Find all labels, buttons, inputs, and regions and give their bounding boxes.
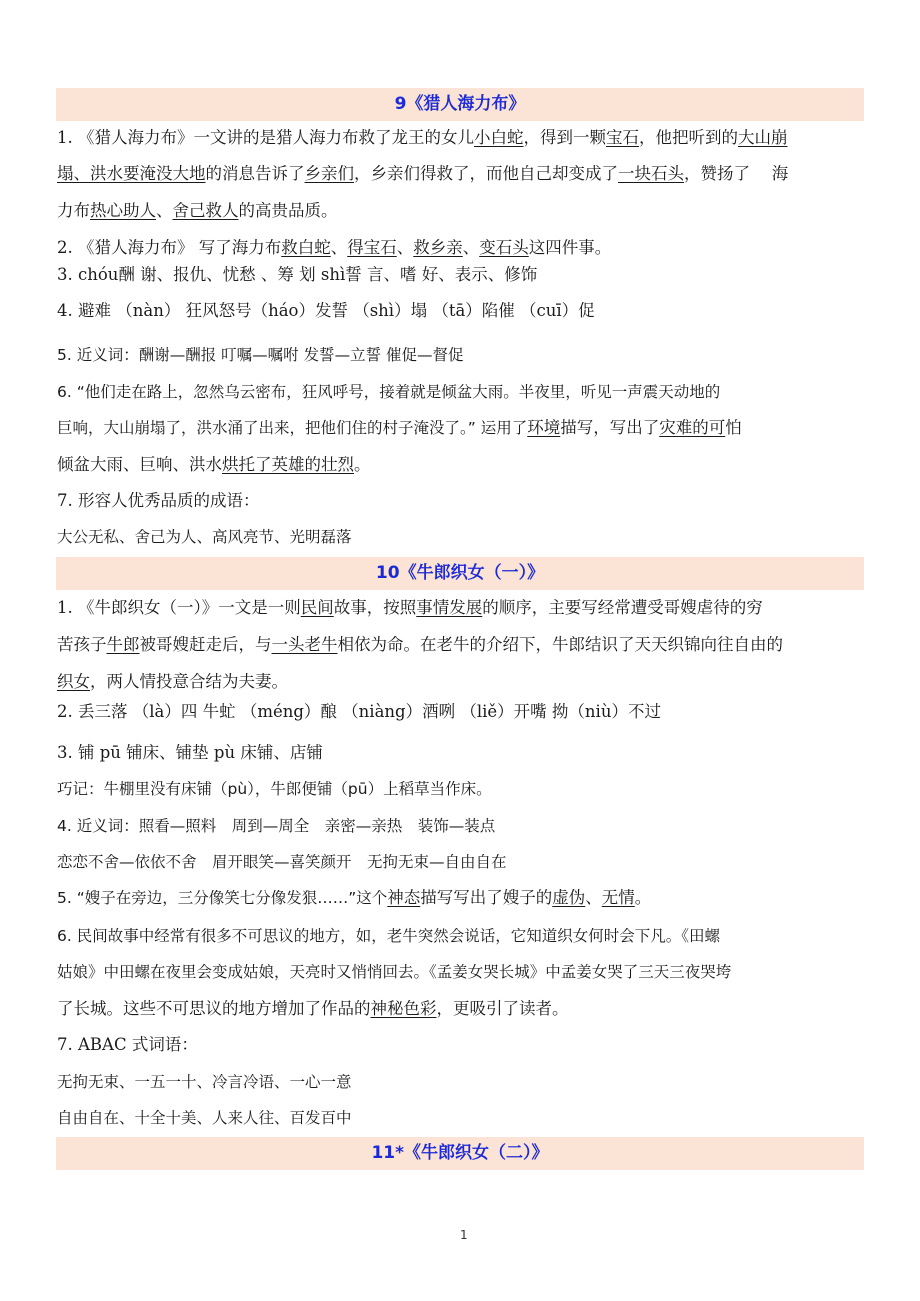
text: ，两人情投意合结为夫妻。 — [90, 672, 288, 691]
text: 1. 《猎人海力布》一文讲的是猎人海力布救了龙王的女儿 — [57, 128, 474, 147]
s9-line-6: 4. 避难 （nàn） 狂风怒号（háo）发誓 （shì）塌 （tā）陷催 （cuī）促 — [57, 301, 595, 320]
s10-line-13: 7. ABAC 式词语： — [57, 1035, 198, 1054]
text: ，他把听到的 — [639, 128, 738, 147]
s10-line-11: 姑娘》中田螺在夜里会变成姑娘，天亮时又悄悄回去。《孟姜女哭长城》中孟姜女哭了三天三夜哭垮 — [57, 963, 732, 981]
key-term: 一头老牛 — [271, 635, 338, 654]
key-term: 虚伪 — [552, 888, 586, 907]
key-term: 环境 — [527, 418, 561, 437]
key-term: 小白蛇 — [474, 128, 524, 147]
s10-line-10: 6. 民间故事中经常有很多不可思议的地方，如，老牛突然会说话，它知道织女何时会下凡。《田螺 — [57, 927, 720, 945]
key-term: 热心助人 — [90, 201, 156, 220]
key-term: 织女 — [57, 672, 90, 691]
text: 的高贵品质。 — [238, 201, 338, 220]
text: 苦孩子 — [57, 635, 107, 654]
text: ，得到一颗 — [523, 128, 606, 147]
key-term: 救白蛇 — [281, 238, 331, 257]
text: 、 — [585, 888, 602, 907]
s10-line-1 — [57, 597, 869, 619]
text: 相依为命。在老牛的介绍下，牛郎结识了天天织锦向往自由的 — [337, 635, 783, 654]
s9-line-5: 3. chóu酬 谢、报仇、忧愁 、筹 划 shì誓 言、嗜 好、表示、修饰 — [57, 265, 538, 284]
key-term: 宝石 — [606, 128, 639, 147]
s10-line-15: 自由自在、十全十美、人来人往、百发百中 — [57, 1109, 352, 1127]
text: 这四件事。 — [528, 238, 612, 257]
key-term: 救乡亲 — [413, 238, 463, 257]
text: 。 — [354, 455, 371, 474]
text: ，更吸引了读者。 — [436, 999, 569, 1018]
text: 力布 — [57, 201, 90, 220]
key-term: 变石头 — [479, 238, 529, 257]
s10-line-6: 巧记：牛棚里没有床铺（pù），牛郎便铺（pū）上稻草当作床。 — [57, 780, 492, 798]
text: 描写，写出了 — [560, 418, 660, 437]
key-term: 事情发展 — [416, 598, 483, 617]
key-term: 民间 — [300, 598, 334, 617]
text: 的顺序，主要写经常遭受哥嫂虐待的穷 — [482, 598, 763, 617]
s10-line-12 — [57, 998, 869, 1020]
text: 了长城。这些不可思议的地方增加了作品的 — [57, 999, 371, 1018]
text: 5. “嫂子在旁边，三分像笑七分像发狠……”这个 — [57, 889, 388, 907]
key-term: 一块石头 — [618, 164, 684, 183]
s9-line-3 — [57, 200, 869, 222]
s10-line-9 — [57, 887, 869, 909]
s9-line-4 — [57, 237, 869, 259]
text: 。 — [634, 888, 652, 907]
s10-line-5: 3. 铺 pū 铺床、铺垫 pù 床铺、店铺 — [57, 743, 323, 762]
page-number: 1 — [460, 1228, 468, 1242]
text: 1. 《牛郎织女（一）》一文是一则 — [57, 598, 301, 617]
key-term: 塌、洪水要淹没大地 — [57, 164, 206, 183]
key-term: 乡亲们 — [304, 164, 354, 183]
section-title-11: 11*《牛郎织女（二）》 — [56, 1137, 864, 1170]
text: ，赞扬了 海 — [684, 164, 789, 183]
section-title-10: 10《牛郎织女（一）》 — [56, 557, 864, 590]
text: 、 — [462, 238, 480, 257]
s10-line-2 — [57, 634, 869, 656]
text: 倾盆大雨、巨响、洪水 — [57, 455, 222, 474]
s9-line-10 — [57, 454, 869, 476]
s10-line-3 — [57, 671, 869, 693]
key-term: 牛郎 — [106, 635, 140, 654]
s9-line-12: 大公无私、舍己为人、高风亮节、光明磊落 — [57, 528, 352, 546]
key-term: 神态 — [387, 888, 421, 907]
text: 被哥嫂赶走后，与 — [139, 635, 272, 654]
text: ，乡亲们得救了，而他自己却变成了 — [354, 164, 618, 183]
key-term: 神秘色彩 — [370, 999, 437, 1018]
text: 怕 — [725, 418, 742, 437]
text: 巨响，大山崩塌了，洪水涌了出来，把他们住的村子淹没了。” 运用了 — [57, 419, 528, 437]
s9-line-1 — [57, 127, 869, 149]
key-term: 得宝石 — [347, 238, 397, 257]
text: 故事，按照 — [333, 598, 417, 617]
s10-line-7: 4. 近义词：照看—照料 周到—周全 亲密—亲热 装饰—装点 — [57, 817, 496, 835]
key-term: 大山崩 — [738, 128, 788, 147]
s9-line-7: 5. 近义词：酬谢—酬报 叮嘱—嘱咐 发誓—立誓 催促—督促 — [57, 346, 464, 364]
text: 、 — [156, 201, 173, 220]
s9-line-9 — [57, 417, 869, 439]
s10-line-4: 2. 丢三落 （là）四 牛虻 （méng）酿 （niàng）酒咧 （liě）开嘴 拗（niù）不过 — [57, 702, 661, 721]
text: 描写写出了嫂子的 — [420, 888, 553, 907]
key-term: 灾难的可 — [659, 418, 726, 437]
s9-line-8: 6. “他们走在路上，忽然乌云密布，狂风呼号，接着就是倾盆大雨。半夜里，听见一声震天动地的 — [57, 383, 721, 401]
key-term: 烘托了英雄的壮烈 — [222, 455, 354, 474]
key-term: 舍己救人 — [172, 201, 239, 220]
text: 2. 《猎人海力布》 写了海力布 — [57, 238, 282, 257]
text: 的消息告诉了 — [205, 164, 305, 183]
text: 、 — [330, 238, 348, 257]
s10-line-14: 无拘无束、一五一十、冷言冷语、一心一意 — [57, 1073, 352, 1091]
key-term: 无情 — [601, 888, 635, 907]
text: 、 — [396, 238, 414, 257]
section-title-9: 9《猎人海力布》 — [56, 88, 864, 121]
s10-line-8: 恋恋不舍—依依不舍 眉开眼笑—喜笑颜开 无拘无束—自由自在 — [57, 853, 507, 871]
s9-line-11: 7. 形容人优秀品质的成语： — [57, 491, 260, 510]
s9-line-2 — [57, 163, 869, 185]
